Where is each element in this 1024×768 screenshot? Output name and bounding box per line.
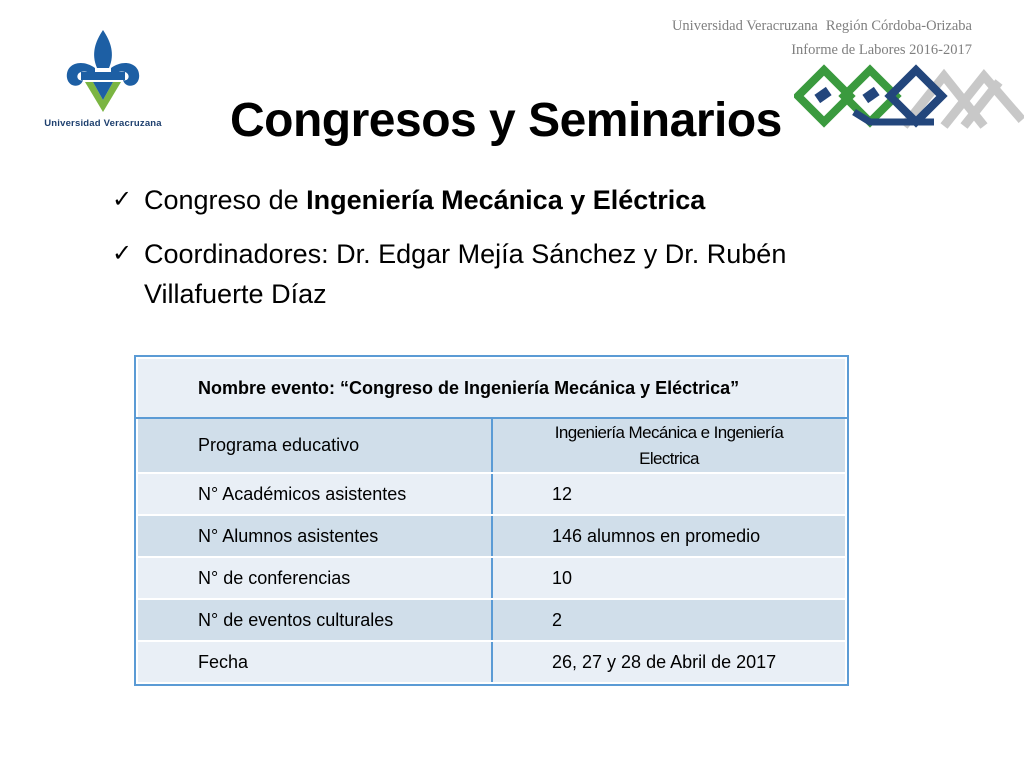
table-heading: Nombre evento: “Congreso de Ingeniería Mecánica y Eléctrica”: [137, 358, 846, 418]
table-header-row: [137, 358, 846, 418]
row-value-line: Ingeniería Mecánica e Ingeniería: [554, 422, 784, 442]
event-table: [136, 357, 847, 684]
logo-label: Universidad Veracruzana: [44, 118, 162, 129]
university-logo: [38, 28, 168, 138]
table-row: [137, 473, 846, 515]
bullet-item: [112, 234, 872, 314]
check-icon: ✓: [112, 240, 133, 267]
page-title: Congresos y Seminarios: [230, 94, 782, 147]
row-label: N° Académicos asistentes: [137, 473, 492, 515]
bullet-text: [144, 234, 872, 314]
table-row: [137, 418, 846, 473]
bullet-text: [144, 180, 872, 220]
header-info: [672, 14, 972, 62]
row-label: N° Alumnos asistentes: [137, 515, 492, 557]
fleur-de-lis-icon: [63, 28, 143, 114]
bullet-bold: Ingeniería Mecánica y Eléctrica: [306, 185, 706, 215]
row-value-line: Electrica: [639, 448, 699, 468]
row-value: 146 alumnos en promedio: [492, 515, 846, 557]
row-label: N° de conferencias: [137, 557, 492, 599]
header-report: Informe de Labores 2016-2017: [791, 42, 972, 58]
row-value: 2: [492, 599, 846, 641]
row-value: [492, 418, 846, 473]
table-row: [137, 641, 846, 683]
table-row: [137, 515, 846, 557]
row-value: 12: [492, 473, 846, 515]
bullet-line: Coordinadores: Dr. Edgar Mejía Sánchez y Dr. Rubén: [144, 239, 787, 269]
table-row: [137, 599, 846, 641]
row-value: 10: [492, 557, 846, 599]
bullet-item: [112, 180, 872, 220]
header-institution: Universidad Veracruzana: [671, 18, 818, 34]
check-icon: ✓: [112, 186, 133, 213]
bullet-line: Villafuerte Díaz: [144, 279, 327, 309]
row-label: Programa educativo: [137, 418, 492, 473]
row-label: N° de eventos culturales: [137, 599, 492, 641]
bullet-prefix: Congreso de: [144, 185, 307, 215]
header-region: Región Córdoba-Orizaba: [825, 18, 972, 34]
table-row: [137, 557, 846, 599]
row-label: Fecha: [137, 641, 492, 683]
row-value: 26, 27 y 28 de Abril de 2017: [492, 641, 846, 683]
decorative-pattern: [794, 64, 1024, 134]
bullet-list: [112, 180, 872, 328]
